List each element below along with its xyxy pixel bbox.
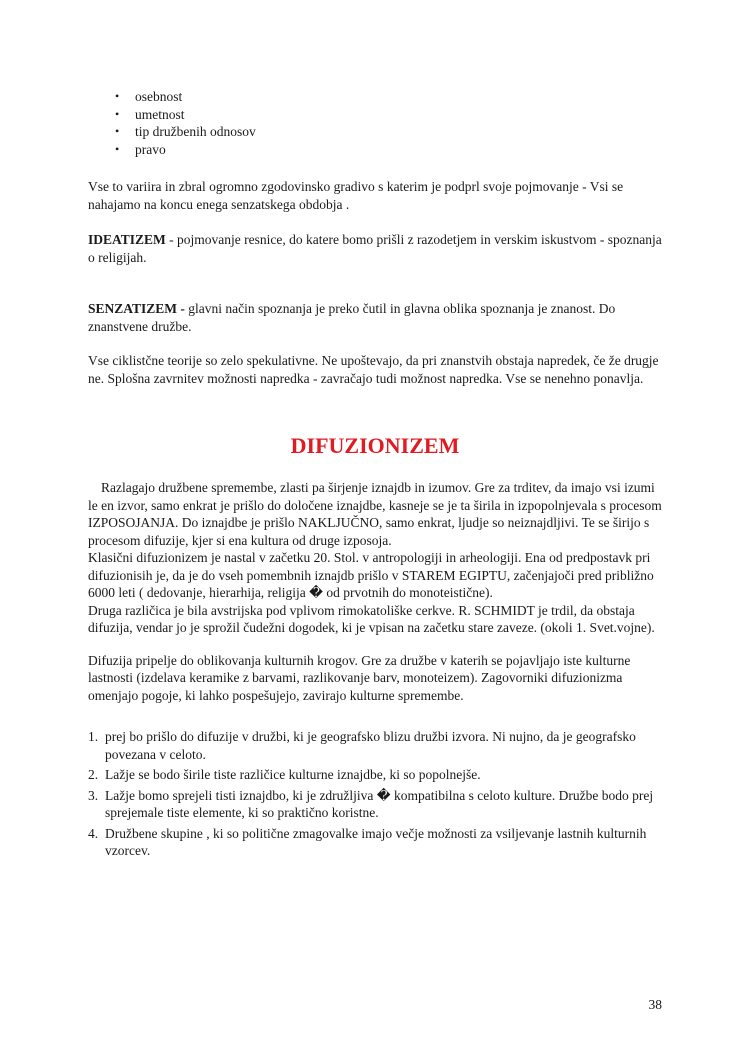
paragraph-variira: Vse to variira in zbral ogromno zgodovinsko gradivo s katerim je podprl svoje pojmovanje - Vsi se nahajamo na koncu enega senzatskega obdobja . <box>88 179 624 212</box>
list-item <box>88 825 662 860</box>
page-title: DIFUZIONIZEM <box>290 433 460 458</box>
paragraph-druga: Druga različica je bila avstrijska pod vplivom rimokatoliške cerkve. R. SCHMIDT je trdil, da obstaja difuzija, vendar jo je sprožil čudežni dogodek, ki je vpisan na začetku stare zaveze. (okoli 1. Svet.vojne). <box>88 602 655 635</box>
list-item-text: Lažje bomo sprejeli tisti iznajdbo, ki je združljiva � kompatibilna s celoto kulture. Družbe bodo prej sprejemale tiste elemente, ki so praktično koristne. <box>105 787 654 820</box>
list-number: 1. <box>88 729 99 744</box>
list-item <box>115 88 662 106</box>
paragraph-senzatizem-text: glavni način spoznanja je preko čutil in glavna oblika spoznanja je znanost. Do znanstvene družbe. <box>88 301 616 334</box>
list-item <box>88 728 662 763</box>
list-item-text: prej bo prišlo do difuzije v družbi, ki je geografsko blizu družbi izvora. Ni nujno, da je geografsko povezana v celoto. <box>105 729 636 762</box>
bullet-icon: • <box>115 106 120 121</box>
bullet-icon: • <box>115 141 120 156</box>
paragraph-ciklicne: Vse ciklistčne teorije so zelo spekulativne. Ne upoštevajo, da pri znanstvih obstaja napredek, če že drugje ne. Splošna zavrnitev možnosti napredka - zavračajo tudi možnost napredka. Vse se nenehno ponavlja. <box>88 353 659 386</box>
list-item-text: Lažje se bodo širile tiste različice kulturne iznajdbe, ki so popolnejše. <box>105 767 481 782</box>
term-ideatizem: IDEATIZEM <box>88 232 166 247</box>
bullet-list <box>88 88 662 158</box>
paragraph-difuzija: Difuzija pripelje do oblikovanja kulturnih krogov. Gre za družbe v katerih se pojavljajo iste kulturne lastnosti (izdelava keramike z barvami, razlikovanje barv, monoteizem). Zagovorniki difuzionizma omenjajo pogoje, ki lahko pospešujejo, zavirajo kulturne spremembe. <box>88 652 631 703</box>
list-item <box>115 106 662 124</box>
bullet-text: tip družbenih odnosov <box>135 124 256 139</box>
term-senzatizem: SENZATIZEM - <box>88 301 189 316</box>
list-item <box>88 787 662 822</box>
paragraph-ideatizem <box>88 231 662 266</box>
bullet-text: osebnost <box>135 89 183 104</box>
paragraph-klasicni: Klasični difuzionizem je nastal v začetku 20. Stol. v antropologiji in arheologiji. Ena od predpostavk pri difuzionisih je, da je do vseh pomembnih iznajdb prišlo v STAREM EGIPTU, začenjajoči pred približno 6000 leti ( dedovanje, hierarhija, religija � od prvotnih do monoteistične). <box>88 550 654 600</box>
paragraph-razlagajo: Razlagajo družbene spremembe, zlasti pa širjenje iznajdb in izumov. Gre za trditev, da imajo vsi izumi le en izvor, samo enkrat je prišlo do določene iznajdbe, kasneje se je ta širila in izpopolnjevala s procesom IZPOSOJANJA. Do iznajdbe je prišlo NAKLJUČNO, samo enkrat, ljudje so neiznajdljivi. Te se širijo s procesom difuzije, kjer si ena kultura od druge izposoja. <box>88 480 662 548</box>
list-item-text: Družbene skupine , ki so politične zmagovalke imajo večje možnosti za vsiljevanje lastnih kulturnih vzorcev. <box>105 825 647 858</box>
list-number: 2. <box>88 767 99 782</box>
paragraph-senzatizem <box>88 300 662 335</box>
bullet-icon: • <box>115 89 120 103</box>
list-number: 3. <box>88 787 99 803</box>
list-item <box>115 123 662 141</box>
bullet-text: pravo <box>135 141 166 157</box>
numbered-list <box>88 728 662 860</box>
bullet-icon: • <box>115 124 120 138</box>
paragraph-ideatizem-text: - pojmovanje resnice, do katere bomo prišli z razodetjem in verskim iskustvom - spoznanja o religijah. <box>88 232 662 265</box>
list-item <box>88 766 662 784</box>
list-number: 4. <box>88 825 99 841</box>
bullet-text: umetnost <box>135 106 185 122</box>
list-item <box>115 141 662 159</box>
page-number: 38 <box>648 997 662 1012</box>
